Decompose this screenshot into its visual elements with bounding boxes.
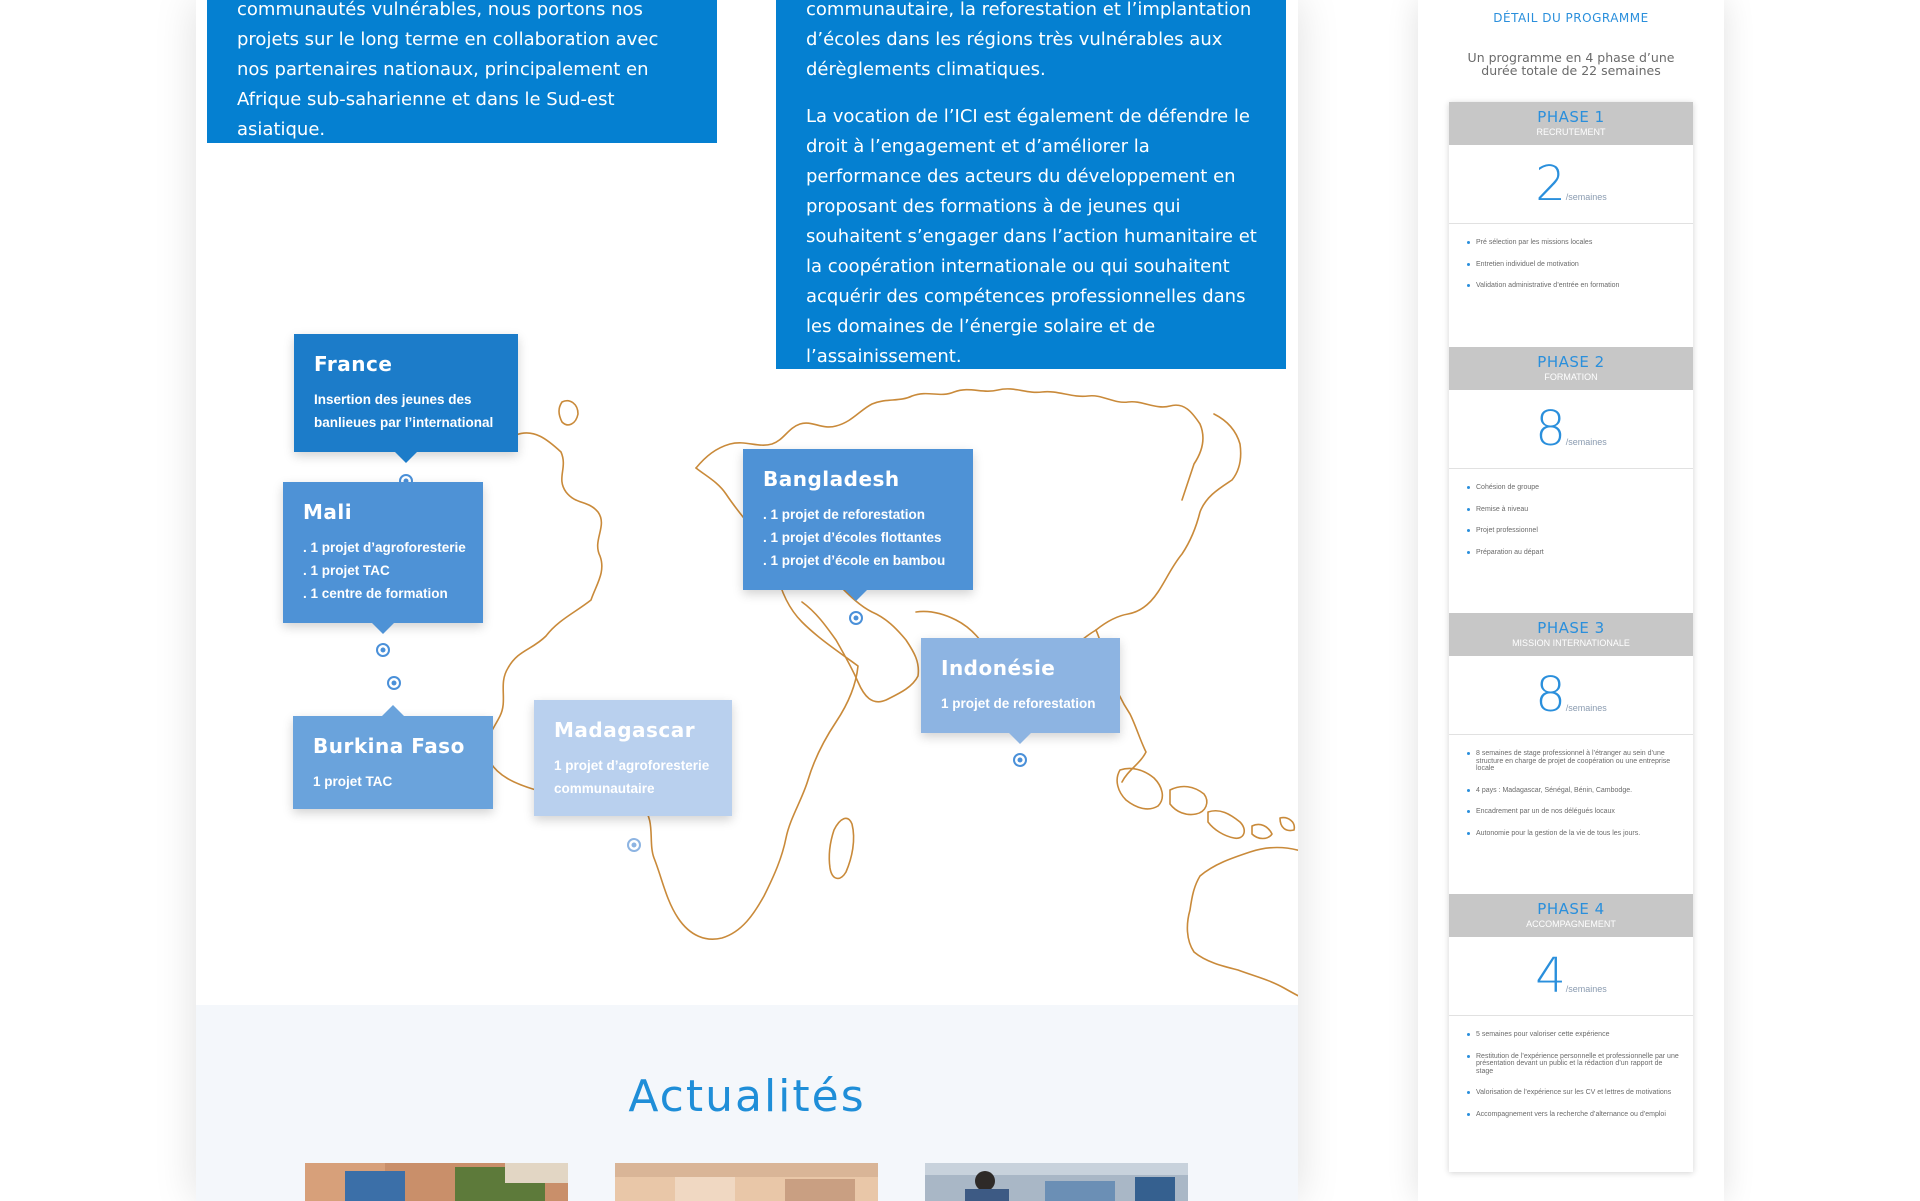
phase-duration — [1449, 937, 1693, 1016]
map-bubble-mali[interactable] — [283, 482, 483, 623]
phase-item: Encadrement par un de nos délégués locaux — [1467, 808, 1679, 816]
news-card-image[interactable] — [925, 1163, 1188, 1201]
phase-item: Remise à niveau — [1467, 506, 1679, 514]
phase-header — [1449, 102, 1693, 145]
bubble-line: banlieues par l’international — [314, 415, 494, 430]
intro-left-text: communautés vulnérables, nous portons nos projets sur le long terme en collaboration avec nos partenaires nationaux, principalement en Afrique sub-saharienne et dans le Sud-est asiatique. — [237, 0, 659, 140]
phase-item: Accompagnement vers la recherche d’alternance ou d’emploi — [1467, 1111, 1679, 1119]
map-outline-indonesia-2 — [1170, 787, 1207, 815]
bubble-line: . 1 projet d’agroforesterie — [303, 540, 466, 555]
phase-block-1 — [1449, 102, 1693, 304]
bubble-title: Bangladesh — [763, 467, 900, 491]
phase-header — [1449, 347, 1693, 390]
phase-block-4 — [1449, 894, 1693, 1133]
phase-item: Entretien individuel de motivation — [1467, 261, 1679, 269]
phase-weeks: 8 — [1535, 401, 1566, 457]
phase-item-list — [1449, 224, 1693, 290]
programme-heading: DÉTAIL DU PROGRAMME — [1493, 11, 1649, 25]
phase-item: 5 semaines pour valoriser cette expérience — [1467, 1031, 1679, 1039]
phase-name: PHASE 1 — [1537, 108, 1605, 126]
phase-block-2 — [1449, 347, 1693, 570]
phase-item-list — [1449, 469, 1693, 556]
news-photo-2 — [615, 1163, 878, 1201]
programme-subtitle-line: durée totale de 22 semaines — [1481, 63, 1661, 78]
bubble-line: . 1 projet d’écoles flottantes — [763, 530, 942, 545]
bubble-line: . 1 centre de formation — [303, 586, 448, 601]
bubble-line: 1 projet de reforestation — [941, 696, 1096, 711]
intro-right-paragraph-2: La vocation de l’ICI est également de défendre le droit à l’engagement et d’améliorer la performance des acteurs du développement en proposant des formations à de jeunes qui souhaitent s’engager dans l’action humanitaire et la coopération internationale ou qui souhaitent acquérir des compétences professionnelles dans les domaines de l’énergie solaire et de l’assainissement. — [806, 106, 1257, 367]
phase-item: 8 semaines de stage professionnel à l’étranger au sein d’une structure en charge de projet de coopération ou une entreprise locale — [1467, 750, 1679, 773]
map-outline-madagascar — [829, 818, 853, 878]
programme-subtitle — [1418, 51, 1724, 77]
phase-unit: /semaines — [1565, 984, 1607, 994]
news-card-image[interactable] — [305, 1163, 568, 1201]
map-bubble-bangladesh[interactable] — [743, 449, 973, 590]
phase-name: PHASE 4 — [1537, 900, 1605, 918]
bubble-line: communautaire — [554, 781, 655, 796]
news-photo-1 — [305, 1163, 568, 1201]
bubble-line: . 1 projet de reforestation — [763, 507, 926, 522]
map-bubble-madagascar[interactable] — [534, 700, 732, 816]
phase-name: PHASE 2 — [1537, 353, 1605, 371]
news-card-image[interactable] — [615, 1163, 878, 1201]
news-section — [196, 1005, 1298, 1201]
website-page-mockup — [196, 0, 1298, 1201]
phase-unit: /semaines — [1565, 437, 1607, 447]
bubble-line: 1 projet d’agroforesterie — [554, 758, 710, 773]
map-bubble-france[interactable] — [294, 334, 518, 452]
intro-right-paragraph-1: communautaire, la reforestation et l’implantation d’écoles dans les régions très vulnérables aux dérèglements climatiques. — [806, 0, 1252, 80]
phase-duration — [1449, 656, 1693, 735]
news-title: Actualités — [628, 1071, 866, 1122]
bubble-line: Insertion des jeunes des — [314, 392, 472, 407]
phase-unit: /semaines — [1565, 703, 1607, 713]
phase-subtitle: MISSION INTERNATIONALE — [1512, 638, 1630, 648]
phase-item: Valorisation de l’expérience sur les CV et lettres de motivations — [1467, 1089, 1679, 1097]
map-outline-indonesia-3 — [1208, 811, 1244, 839]
phase-item: Cohésion de groupe — [1467, 484, 1679, 492]
phase-item: 4 pays : Madagascar, Sénégal, Bénin, Cambodge. — [1467, 787, 1679, 795]
phase-timeline-card — [1449, 102, 1693, 1172]
phase-header — [1449, 613, 1693, 656]
phase-item: Projet professionnel — [1467, 527, 1679, 535]
phase-item: Préparation au départ — [1467, 549, 1679, 557]
map-outline-indonesia-1 — [1117, 768, 1162, 808]
phase-weeks: 8 — [1535, 667, 1566, 723]
phase-item: Validation administrative d’entrée en formation — [1467, 282, 1679, 290]
bubble-line: 1 projet TAC — [313, 774, 393, 789]
phase-weeks: 2 — [1535, 156, 1566, 212]
phase-duration — [1449, 390, 1693, 469]
news-photo-3 — [925, 1163, 1188, 1201]
map-outline-east-asia — [1096, 414, 1241, 630]
bubble-line: . 1 projet d’école en bambou — [763, 553, 946, 568]
bubble-title: France — [314, 352, 393, 376]
phase-item: Restitution de l’expérience personnelle et professionnelle par une présentation devant un public et la rédaction d’un rapport de stage — [1467, 1053, 1679, 1076]
phase-duration — [1449, 145, 1693, 224]
phase-item-list — [1449, 1016, 1693, 1119]
map-bubble-burkina-faso[interactable] — [293, 716, 493, 809]
phase-subtitle: ACCOMPAGNEMENT — [1526, 919, 1616, 929]
bubble-title: Burkina Faso — [313, 734, 465, 758]
phase-item-list — [1449, 735, 1693, 838]
phase-unit: /semaines — [1565, 192, 1607, 202]
phase-name: PHASE 3 — [1537, 619, 1605, 637]
bubble-line: . 1 projet TAC — [303, 563, 390, 578]
bubble-title: Madagascar — [554, 718, 696, 742]
map-outline-islands-small — [1252, 770, 1298, 838]
programme-page-mockup — [1418, 0, 1724, 1201]
phase-subtitle: RECRUTEMENT — [1536, 127, 1606, 137]
phase-header — [1449, 894, 1693, 937]
programme-subtitle-line: Un programme en 4 phase d’une — [1467, 50, 1675, 65]
phase-item: Pré sélection par les missions locales — [1467, 239, 1679, 247]
bubble-title: Mali — [303, 500, 353, 524]
bubble-title: Indonésie — [941, 656, 1056, 680]
map-outline-australia — [1187, 848, 1298, 1006]
phase-weeks: 4 — [1535, 948, 1566, 1004]
map-bubble-indonesia[interactable] — [921, 638, 1120, 733]
map-outline-britain — [559, 401, 578, 425]
phase-item: Autonomie pour la gestion de la vie de tous les jours. — [1467, 830, 1679, 838]
phase-block-3 — [1449, 613, 1693, 852]
phase-subtitle: FORMATION — [1544, 372, 1598, 382]
